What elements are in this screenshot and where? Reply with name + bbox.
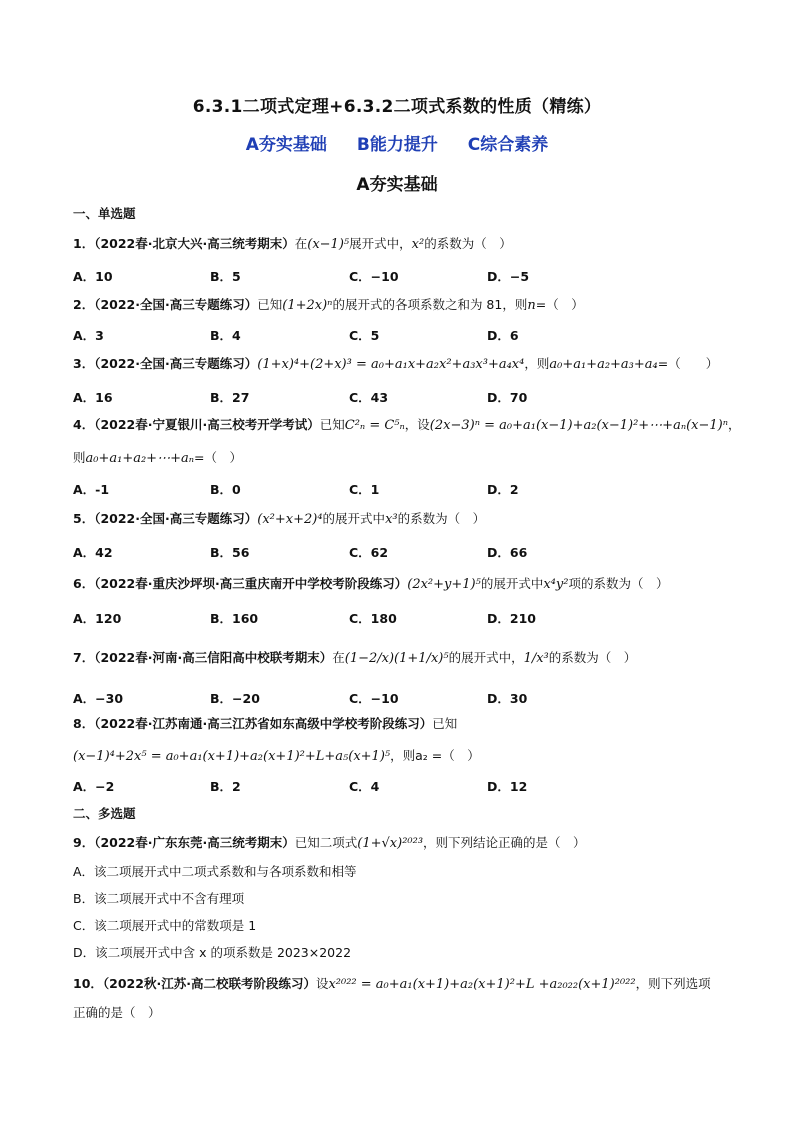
option-b: B．4 <box>210 328 241 343</box>
part1-heading: 一、单选题 <box>73 206 136 221</box>
section-link-a[interactable]: A夯实基础 <box>245 135 327 155</box>
option-c: C．43 <box>349 390 389 405</box>
option-d: D．210 <box>487 611 536 626</box>
option-a: A．16 <box>73 390 113 405</box>
option-c: C．62 <box>349 545 389 560</box>
option-a: A．10 <box>73 269 113 284</box>
option-c: C．4 <box>349 779 380 794</box>
question-4: 4．（2022春·宁夏银川·高三校考开学考试）已知C²ₙ = C⁵ₙ，设(2x−3)ⁿ = a₀+a₁(x−1)+a₂(x−1)²+⋯+aₙ(x−1)ⁿ， <box>73 417 741 433</box>
math-expression: (x−1)⁵ <box>307 237 350 252</box>
option-d: D．30 <box>487 691 528 706</box>
question-number: 9． <box>73 835 95 850</box>
option-b: B．0 <box>210 482 241 497</box>
option-a: A．−30 <box>73 691 124 706</box>
question-number: 4． <box>73 417 95 432</box>
question-9: 9．（2022春·广东东莞·高三统考期末）已知二项式(1+√x)²⁰²³，则下列结论正确的是（ ） <box>73 835 586 851</box>
option-d: D．2 <box>487 482 519 497</box>
choice-d: D．该二项展开式中含 x 的项系数是 2023×2022 <box>73 945 352 960</box>
question-2: 2．（2022·全国·高三专题练习）已知(1+2x)ⁿ的展开式的各项系数之和为 81，则n=（ ） <box>73 297 584 313</box>
option-a: A．−2 <box>73 779 115 794</box>
question-8: 8．（2022春·江苏南通·高三江苏省如东高级中学校考阶段练习）已知 <box>73 716 458 731</box>
option-c: C．1 <box>349 482 380 497</box>
question-source: （2022春·江苏南通·高三江苏省如东高级中学校考阶段练习） <box>94 716 433 731</box>
question-source: （2022秋·江苏·高二校联考阶段练习） <box>102 976 316 991</box>
question-number: 5． <box>73 511 95 526</box>
section-heading: A夯实基础 <box>356 175 438 195</box>
part2-heading: 二、多选题 <box>73 806 136 821</box>
option-b: B．5 <box>210 269 241 284</box>
option-c: C．180 <box>349 611 397 626</box>
choice-b: B．该二项展开式中不含有理项 <box>73 891 245 906</box>
question-number: 1． <box>73 236 95 251</box>
question-source: （2022春·重庆沙坪坝·高三重庆南开中学校考阶段练习） <box>94 576 408 591</box>
page-title: 6.3.1二项式定理+6.3.2二项式系数的性质（精练） <box>192 97 602 117</box>
option-a: A．3 <box>73 328 104 343</box>
option-d: D．−5 <box>487 269 530 284</box>
question-10-line2: 正确的是（ ） <box>73 1005 161 1020</box>
question-number: 6． <box>73 576 95 591</box>
question-number: 2． <box>73 297 95 312</box>
option-b: B．160 <box>210 611 259 626</box>
option-b: B．27 <box>210 390 250 405</box>
question-number: 10． <box>73 976 103 991</box>
question-5: 5．（2022·全国·高三专题练习）(x²+x+2)⁴的展开式中x³的系数为（ ） <box>73 511 486 527</box>
section-link-c[interactable]: C综合素养 <box>467 135 549 155</box>
question-number: 3． <box>73 356 95 371</box>
option-b: B．−20 <box>210 691 260 706</box>
section-link-b[interactable]: B能力提升 <box>356 135 438 155</box>
question-source: （2022·全国·高三专题练习） <box>94 511 258 526</box>
question-source: （2022·全国·高三专题练习） <box>94 356 258 371</box>
option-a: A．42 <box>73 545 113 560</box>
choice-a: A．该二项展开式中二项式系数和与各项系数和相等 <box>73 864 357 879</box>
question-source: （2022春·宁夏银川·高三校考开学考试） <box>94 417 320 432</box>
option-a: A．-1 <box>73 482 110 497</box>
option-c: C．−10 <box>349 269 399 284</box>
question-1: 1．（2022春·北京大兴·高三统考期末）在(x−1)⁵展开式中，x²的系数为（ ） <box>73 236 512 252</box>
question-10: 10．（2022秋·江苏·高二校联考阶段练习）设x²⁰²² = a₀+a₁(x+1)+a₂(x+1)²+L +a₂₀₂₂(x+1)²⁰²²，则下列选项 <box>73 976 711 992</box>
option-d: D．66 <box>487 545 528 560</box>
question-number: 7． <box>73 650 95 665</box>
question-source: （2022春·广东东莞·高三统考期末） <box>94 835 295 850</box>
choice-c: C．该二项展开式中的常数项是 1 <box>73 918 257 933</box>
option-b: B．56 <box>210 545 250 560</box>
question-source: （2022·全国·高三专题练习） <box>94 297 258 312</box>
question-source: （2022春·河南·高三信阳高中校联考期末） <box>94 650 333 665</box>
option-c: C．−10 <box>349 691 399 706</box>
option-a: A．120 <box>73 611 122 626</box>
question-source: （2022春·北京大兴·高三统考期末） <box>94 236 295 251</box>
question-number: 8． <box>73 716 95 731</box>
option-d: D．70 <box>487 390 528 405</box>
option-c: C．5 <box>349 328 380 343</box>
question-6: 6．（2022春·重庆沙坪坝·高三重庆南开中学校考阶段练习）(2x²+y+1)⁵的展开式中x⁴y²项的系数为（ ） <box>73 576 669 592</box>
option-b: B．2 <box>210 779 241 794</box>
question-4-line2: 则a₀+a₁+a₂+⋯+aₙ=（ ） <box>73 450 242 466</box>
question-7: 7．（2022春·河南·高三信阳高中校联考期末）在(1−2/x)(1+1/x)⁵的展开式中，1/x³的系数为（ ） <box>73 650 637 666</box>
question-3: 3．（2022·全国·高三专题练习）(1+x)⁴+(2+x)³ = a₀+a₁x+a₂x²+a₃x³+a₄x⁴，则a₀+a₁+a₂+a₃+a₄=（ ） <box>73 356 719 372</box>
option-d: D．6 <box>487 328 519 343</box>
section-links <box>0 130 794 155</box>
option-d: D．12 <box>487 779 528 794</box>
question-8-line2: (x−1)⁴+2x⁵ = a₀+a₁(x+1)+a₂(x+1)²+L+a₅(x+1)⁵，则a₂ =（ ） <box>73 748 480 764</box>
